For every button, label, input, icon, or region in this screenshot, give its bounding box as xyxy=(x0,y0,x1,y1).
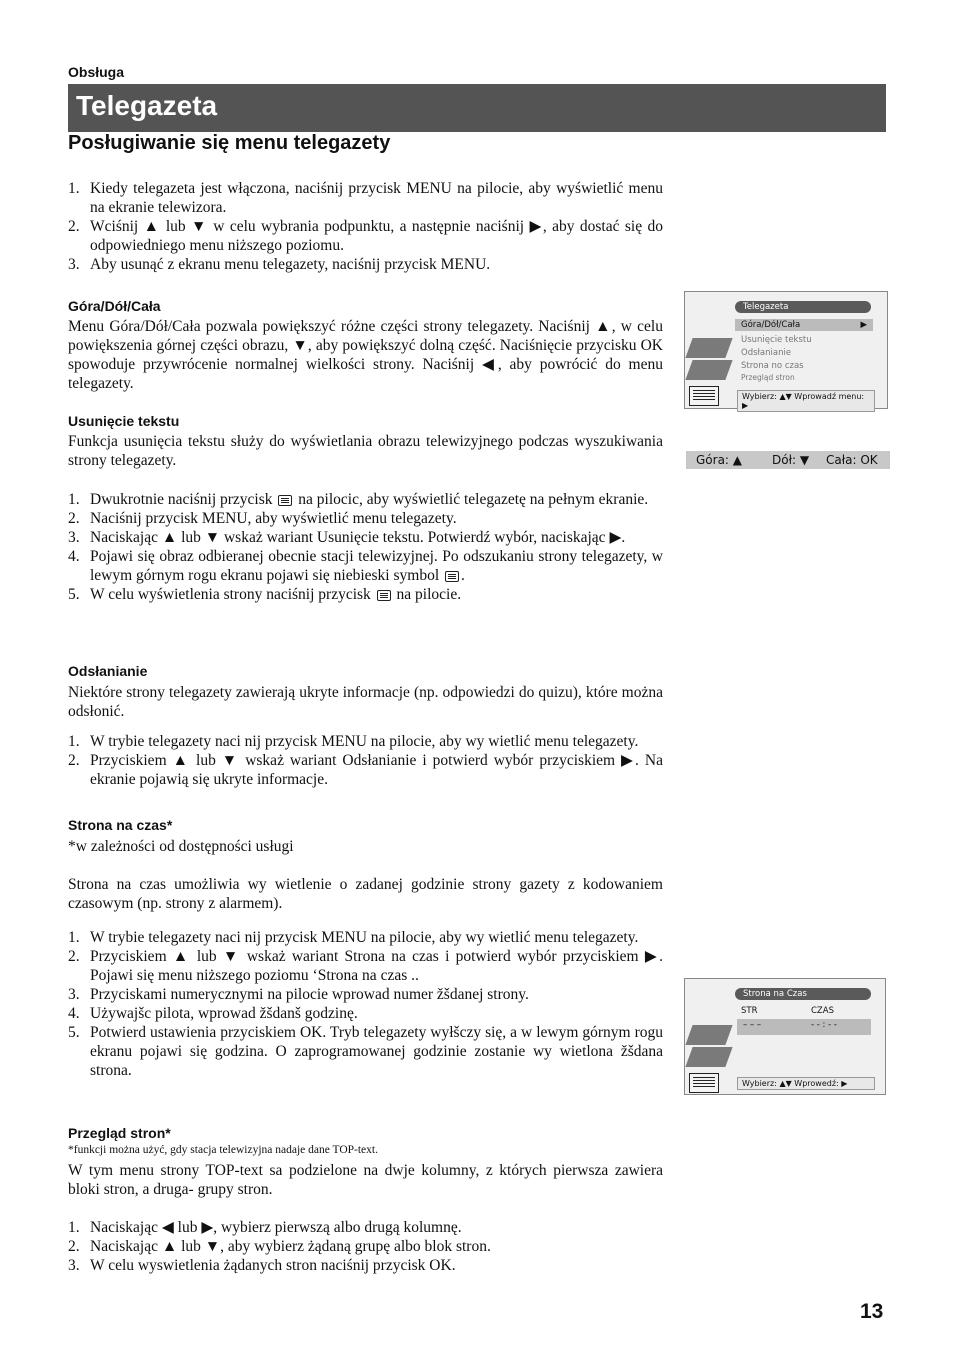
section-label: Obsługa xyxy=(68,64,125,80)
top-text-note: *funkcji można użyć, gdy stacja telewizyjna nadaje dane TOP-text. xyxy=(68,1144,378,1156)
list-item: 3. Aby usunąć z ekranu menu telegazety, naciśnij przycisk MENU. xyxy=(68,256,491,273)
menu-hint-bar: Wybierz: ▲▼ Wprowedź: ▶ xyxy=(737,1077,875,1090)
steps-list xyxy=(68,490,663,604)
teletext-icon xyxy=(377,590,391,601)
list-item: 2. Przyciskiem ▲ lub ▼ wskaż wariant Odsłanianie i potwierd wybór przyciskiem ▶. Na ekranie pojawią się ukryte informacje. xyxy=(68,752,663,788)
page-input[interactable]: – – – xyxy=(743,1020,762,1030)
sound-mode-icon xyxy=(685,1047,732,1067)
teletext-icon xyxy=(689,1073,719,1093)
list-item: 2. Wciśnij ▲ lub ▼ w celu wybrania podpunktu, a następnie naciśnij ▶, aby dostać się do odpowiedniego menu niższego poziomu. xyxy=(68,218,663,254)
menu-item-selected[interactable]: Góra/Dół/Cała ▶ xyxy=(735,319,873,331)
menu-item[interactable]: Przegląd stron xyxy=(741,373,795,382)
list-item: 2. Naciśnij przycisk MENU, aby wyświetlić menu telegazety. xyxy=(68,510,457,527)
section-body: W tym menu strony TOP-text sa podzielone na dwje kolumny, z których pierwsza zawiera bloki stron, a druga- grupy stron. xyxy=(68,1162,663,1198)
list-item: 1. Naciskając ◀ lub ▶, wybierz pierwszą albo drugą kolumnę. xyxy=(68,1219,462,1236)
time-column-header: CZAS xyxy=(811,1006,834,1016)
list-item: 1. W trybie telegazety naci nij przycisk MENU na pilocie, aby wy wietlić menu telegazety. xyxy=(68,929,639,946)
list-item: 3. Naciskając ▲ lub ▼ wskaż wariant Usunięcie tekstu. Potwierdź wybór, naciskając ▶. xyxy=(68,529,626,546)
menu-title: Telegazeta xyxy=(735,301,871,313)
teletext-icon xyxy=(689,386,719,406)
section-body: Strona na czas umożliwia wy wietlenie o zadanej godzinie strony gazety z kodowaniem czasowym (np. strony z alarmem). xyxy=(68,876,663,912)
zoom-hint-bar xyxy=(686,451,890,469)
list-item: 5. W celu wyświetlenia strony naciśnij przycisk na pilocie. xyxy=(68,586,462,603)
timed-page-screen xyxy=(684,978,886,1095)
subtitle: Posługiwanie się menu telegazety xyxy=(68,132,391,154)
menu-item[interactable]: Strona no czas xyxy=(741,361,804,371)
teletext-icon xyxy=(278,495,292,506)
steps-list xyxy=(68,732,663,789)
menu-title: Strona na Czas xyxy=(735,988,871,1000)
list-item: 2. Naciskając ▲ lub ▼, aby wybierz żądaną grupę albo blok stron. xyxy=(68,1238,491,1255)
page-time-input-row[interactable] xyxy=(737,1019,871,1035)
steps-list xyxy=(68,928,663,1080)
page-title: Telegazeta xyxy=(76,90,218,121)
list-item: 2. Przyciskiem ▲ lub ▼ wskaż wariant Strona na czas i potwierd wybór przyciskiem ▶. Pojawi się menu niższego poziomu ‘Strona na czas .. xyxy=(68,948,663,984)
list-item: 1. Kiedy telegazeta jest włączona, naciśnij przycisk MENU na pilocie, aby wyświetlić menu na ekranie telewizora. xyxy=(68,180,663,216)
sound-mode-icon xyxy=(685,360,732,380)
full-hint: Cała: OK xyxy=(826,453,878,467)
list-item: 3. W celu wyswietlenia żądanych stron naciśnij przycisk OK. xyxy=(68,1257,456,1274)
availability-note: *w zależności od dostępności usługi xyxy=(68,838,294,855)
list-item: 3. Przyciskami numerycznymi na pilocie wprowad numer žšdanej strony. xyxy=(68,986,529,1003)
section-body: Menu Góra/Dół/Cała pozwala powiększyć różne części strony telegazety. Naciśnij ▲, w celu powiększenia górnej części obrazu, ▼, aby powiększyć dolną część. Naciśnięcie przycisku OK spowoduje przywrócenie normalnej wielkości strony. Naciśnij ◀, aby powrócić do menu telegazety. xyxy=(68,318,663,392)
menu-item[interactable]: Usunięcie tekstu xyxy=(741,335,812,345)
section-heading: Góra/Dół/Cała xyxy=(68,298,161,314)
page-column-header: STR xyxy=(741,1006,758,1016)
menu-hint-bar: Wybierz: ▲▼ Wprowadź menu: ▶ xyxy=(737,390,875,412)
picture-mode-icon xyxy=(685,1025,732,1045)
top-hint: Góra: ▲ xyxy=(696,453,743,467)
list-item: 4. Używajšc pilota, wprowad žšdanš godzinę. xyxy=(68,1005,358,1022)
teletext-icon xyxy=(445,571,459,582)
menu-item[interactable]: Odsłanianie xyxy=(741,348,792,358)
section-heading: Odsłanianie xyxy=(68,663,148,679)
list-item: 4. Pojawi się obraz odbieranej obecnie stacji telewizyjnej. Po odszukaniu strony telegazety, w lewym górnym rogu ekranu pojawi się niebieski symbol . xyxy=(68,548,663,584)
section-heading: Strona na czas* xyxy=(68,817,173,833)
section-body: Funkcja usunięcia tekstu służy do wyświetlania obrazu telewizyjnego podczas wyszukiwania strony telegazety. xyxy=(68,433,663,469)
page-number: 13 xyxy=(860,1300,884,1323)
bottom-hint: Dół: ▼ xyxy=(772,453,810,467)
teletext-menu-screen xyxy=(684,291,888,409)
intro-list xyxy=(68,179,663,274)
section-heading: Usunięcie tekstu xyxy=(68,413,180,429)
list-item: 1. W trybie telegazety naci nij przycisk MENU na pilocie, aby wy wietlić menu telegazety. xyxy=(68,733,639,750)
section-heading: Przegląd stron* xyxy=(68,1125,171,1141)
time-input[interactable]: - - : - - xyxy=(811,1020,837,1030)
list-item: 5. Potwierd ustawienia przyciskiem OK. Tryb telegazety wyłšczy się, a w lewym górnym rogu ekranu pojawi się godzina. O zaprogramowanej godzinie zostanie wy wietlona žšdana strona. xyxy=(68,1024,663,1079)
list-item: 1. Dwukrotnie naciśnij przycisk na pilocic, aby wyświetlić telegazetę na pełnym ekranie. xyxy=(68,491,649,508)
section-body: Niektóre strony telegazety zawierają ukryte informacje (np. odpowiedzi do quizu), które można odsłonić. xyxy=(68,684,663,720)
steps-list xyxy=(68,1218,663,1275)
arrow-right-icon: ▶ xyxy=(860,320,867,330)
title-bar xyxy=(68,84,886,132)
picture-mode-icon xyxy=(685,338,732,358)
